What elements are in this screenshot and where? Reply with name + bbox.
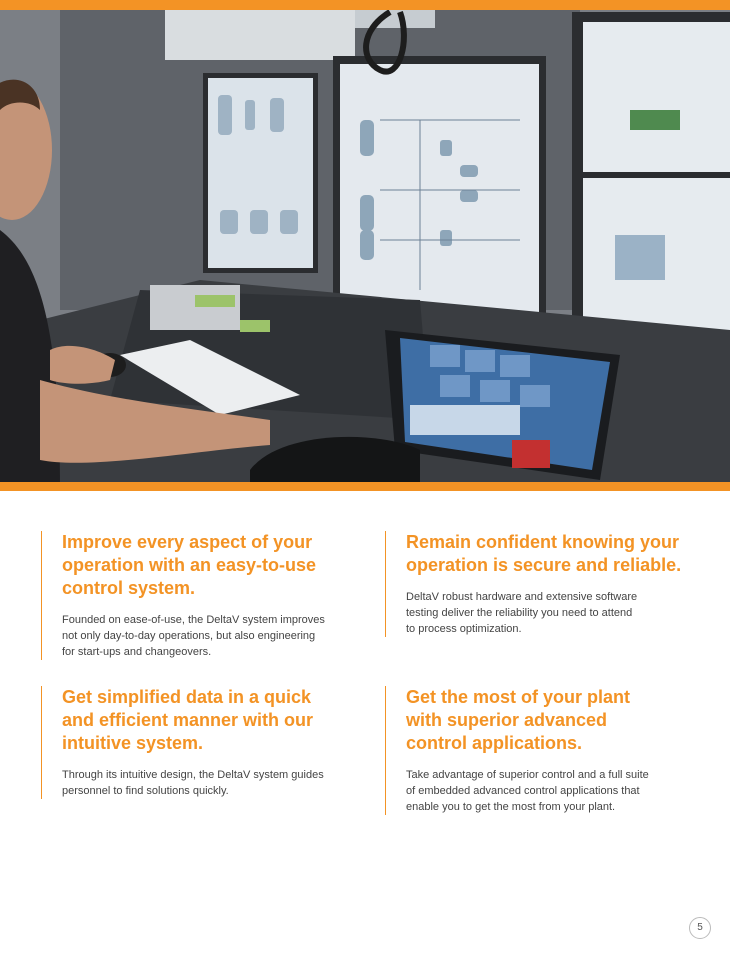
bottom-accent-bar (0, 482, 730, 491)
feature-heading: Remain confident knowing your operation is secure and reliable. (406, 532, 682, 575)
feature-block-secure-reliable (385, 531, 706, 637)
feature-body: Take advantage of superior control and a full suite of embedded advanced control applications that enable you to get the most from your plant. (406, 769, 649, 813)
feature-body: Founded on ease-of-use, the DeltaV system improves not only day-to-day operations, but also engineering for start-ups and changeovers. (62, 614, 325, 658)
feature-body: DeltaV robust hardware and extensive software testing deliver the reliability you need to attend to process optimization. (406, 591, 638, 635)
feature-body: Through its intuitive design, the DeltaV system guides personnel to find solutions quickly. (62, 769, 324, 797)
feature-block-advanced-control (385, 686, 706, 815)
page-number: 5 (689, 917, 711, 939)
top-accent-bar (0, 0, 730, 10)
feature-heading: Improve every aspect of your operation with an easy-to-use control system. (62, 532, 317, 598)
feature-heading: Get simplified data in a quick and efficient manner with our intuitive system. (62, 687, 314, 753)
feature-heading: Get the most of your plant with superior advanced control applications. (406, 687, 631, 753)
feature-block-simplified-data (41, 686, 362, 799)
feature-block-ease-of-use (41, 531, 362, 660)
